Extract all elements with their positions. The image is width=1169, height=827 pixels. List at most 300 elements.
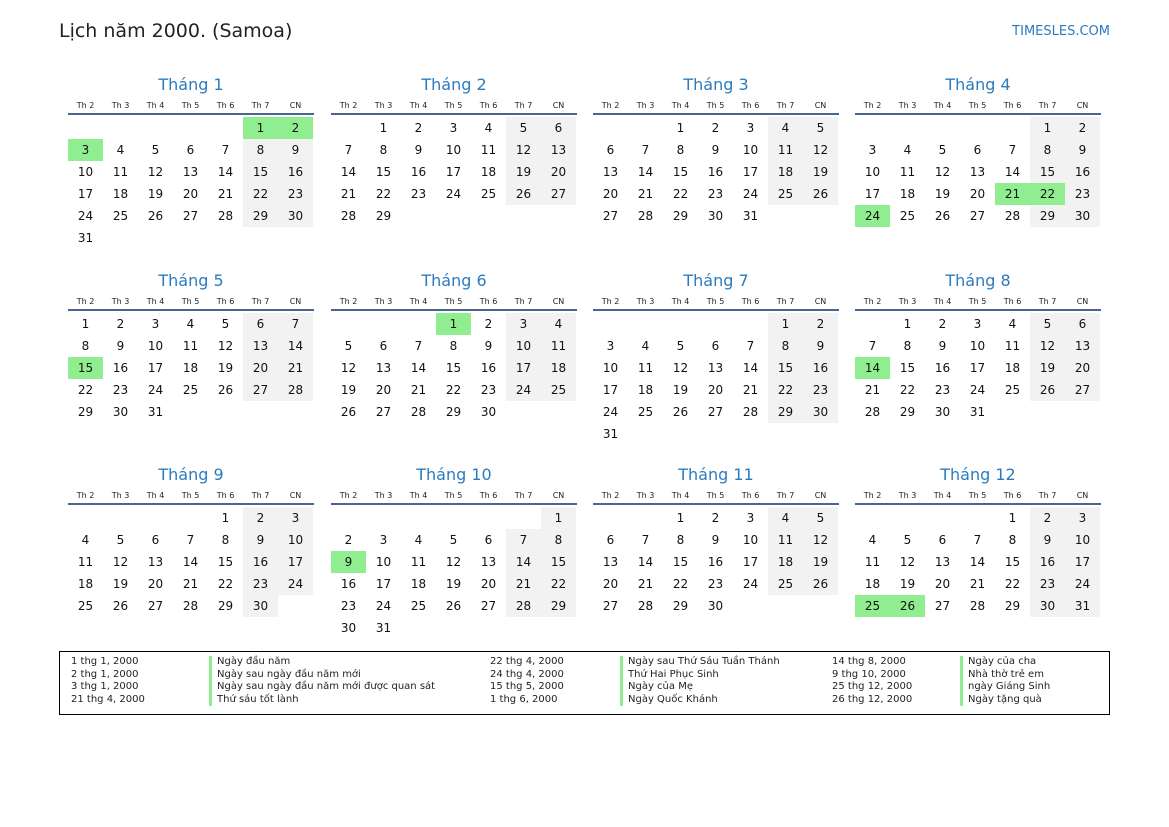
day-cell: 23 <box>934 383 951 397</box>
day-cell: 1 <box>676 511 685 525</box>
day-cell-weekend: 3 <box>506 313 541 335</box>
weekday-label: CN <box>289 491 302 500</box>
legend-date: 2 thg 1, 2000 <box>71 668 139 680</box>
day-cell-weekend: 1 <box>768 313 803 335</box>
day-grid <box>68 115 314 249</box>
weekday-header <box>855 98 1101 113</box>
day-cell: 12 <box>934 165 951 179</box>
month-calendar <box>855 464 1101 617</box>
empty-cell <box>138 507 173 529</box>
day-cell: 3 <box>151 317 160 331</box>
month-name: Tháng 2 <box>421 75 487 94</box>
day-cell: 30 <box>707 599 724 613</box>
day-cell: 8 <box>449 339 458 353</box>
day-grid <box>855 115 1101 227</box>
day-cell-weekend: 18 <box>768 551 803 573</box>
weekday-label: Th 6 <box>1003 491 1022 500</box>
day-cell-holiday: 22 <box>1030 183 1065 205</box>
day-cell: 10 <box>77 165 94 179</box>
legend-holiday-name: ngày Giáng Sinh <box>960 681 1050 694</box>
day-cell: 6 <box>151 533 160 547</box>
day-cell: 15 <box>445 361 462 375</box>
day-cell: 4 <box>903 143 912 157</box>
day-cell: 15 <box>672 555 689 569</box>
weekday-label: CN <box>552 297 565 306</box>
legend-date: 21 thg 4, 2000 <box>71 693 145 705</box>
weekday-label: Th 7 <box>776 297 795 306</box>
day-cell: 27 <box>375 405 392 419</box>
day-cell-holiday: 24 <box>855 205 890 227</box>
legend-date: 3 thg 1, 2000 <box>71 681 139 692</box>
empty-cell <box>628 117 663 139</box>
weekday-label: Th 2 <box>339 491 358 500</box>
weekday-label: Th 2 <box>601 297 620 306</box>
legend-date: 1 thg 6, 2000 <box>490 693 558 705</box>
day-grid <box>593 311 839 445</box>
legend-date: 22 thg 4, 2000 <box>490 656 564 667</box>
day-cell-weekend: 9 <box>803 335 838 357</box>
day-cell: 13 <box>147 555 164 569</box>
day-cell: 23 <box>112 383 129 397</box>
month-name: Tháng 1 <box>158 75 224 94</box>
day-cell-holiday: 3 <box>68 139 103 161</box>
day-grid <box>331 115 577 227</box>
weekday-header <box>593 488 839 503</box>
day-cell: 28 <box>969 599 986 613</box>
day-cell: 11 <box>1004 339 1021 353</box>
day-cell-weekend: 25 <box>768 183 803 205</box>
day-cell-weekend: 9 <box>1065 139 1100 161</box>
weekday-label: CN <box>289 297 302 306</box>
weekday-label: Th 2 <box>76 491 95 500</box>
day-cell: 13 <box>375 361 392 375</box>
month-calendar <box>331 74 577 227</box>
day-cell: 25 <box>1004 383 1021 397</box>
empty-cell <box>173 117 208 139</box>
empty-cell <box>138 117 173 139</box>
month-name: Tháng 9 <box>158 465 224 484</box>
weekday-label: CN <box>1076 297 1089 306</box>
day-cell: 29 <box>375 209 392 223</box>
month-name: Tháng 10 <box>416 465 492 484</box>
weekday-label: Th 2 <box>76 297 95 306</box>
day-cell: 23 <box>707 187 724 201</box>
day-cell-weekend: 14 <box>278 335 313 357</box>
weekday-label: Th 4 <box>409 101 428 110</box>
day-cell: 29 <box>1004 599 1021 613</box>
day-cell: 15 <box>672 165 689 179</box>
day-cell: 6 <box>711 339 720 353</box>
day-cell: 3 <box>449 121 458 135</box>
weekday-header <box>331 98 577 113</box>
weekday-header <box>331 488 577 503</box>
weekday-label: Th 4 <box>146 297 165 306</box>
day-cell-weekend: 28 <box>278 379 313 401</box>
day-cell-weekend: 2 <box>1030 507 1065 529</box>
empty-cell <box>401 313 436 335</box>
day-cell: 2 <box>938 317 947 331</box>
empty-cell <box>331 313 366 335</box>
weekday-label: Th 7 <box>1038 101 1057 110</box>
day-cell: 8 <box>81 339 90 353</box>
day-cell-weekend: 14 <box>506 551 541 573</box>
day-cell: 19 <box>934 187 951 201</box>
empty-cell <box>593 313 628 335</box>
weekday-label: Th 2 <box>76 101 95 110</box>
day-cell: 25 <box>899 209 916 223</box>
day-cell-weekend: 12 <box>803 139 838 161</box>
day-cell-weekend: 27 <box>243 379 278 401</box>
day-cell: 28 <box>182 599 199 613</box>
weekday-label: Th 6 <box>479 101 498 110</box>
day-cell: 14 <box>410 361 427 375</box>
empty-cell <box>331 117 366 139</box>
weekday-label: Th 3 <box>898 491 917 500</box>
legend-names-col-2 <box>620 656 780 706</box>
month-name: Tháng 5 <box>158 271 224 290</box>
day-cell: 10 <box>602 361 619 375</box>
day-cell: 19 <box>340 383 357 397</box>
day-cell: 17 <box>375 577 392 591</box>
day-grid <box>331 505 577 639</box>
weekday-label: Th 4 <box>933 297 952 306</box>
day-cell-holiday: 25 <box>855 595 890 617</box>
day-cell-weekend: 4 <box>768 507 803 529</box>
day-cell: 31 <box>602 427 619 441</box>
weekday-label: Th 3 <box>374 101 393 110</box>
day-cell-weekend: 9 <box>278 139 313 161</box>
month-calendar <box>855 74 1101 227</box>
day-cell-weekend: 24 <box>506 379 541 401</box>
day-cell-weekend: 15 <box>541 551 576 573</box>
day-cell-weekend: 5 <box>803 117 838 139</box>
weekday-label: Th 2 <box>863 297 882 306</box>
weekday-label: Th 2 <box>601 491 620 500</box>
site-link[interactable]: TIMESLES.COM <box>1012 24 1110 39</box>
day-cell: 18 <box>410 577 427 591</box>
day-cell: 8 <box>676 143 685 157</box>
weekday-label: Th 4 <box>146 101 165 110</box>
day-cell-weekend: 8 <box>243 139 278 161</box>
day-cell: 22 <box>672 187 689 201</box>
empty-cell <box>593 117 628 139</box>
day-cell-weekend: 27 <box>541 183 576 205</box>
legend-holiday-name: Ngày đầu năm <box>209 656 435 669</box>
day-cell: 23 <box>480 383 497 397</box>
weekday-label: Th 3 <box>111 491 130 500</box>
day-cell: 20 <box>934 577 951 591</box>
day-cell-holiday: 21 <box>995 183 1030 205</box>
day-cell: 1 <box>676 121 685 135</box>
day-cell-holiday: 9 <box>331 551 366 573</box>
day-cell: 20 <box>375 383 392 397</box>
day-cell: 5 <box>676 339 685 353</box>
day-cell-holiday: 14 <box>855 357 890 379</box>
empty-cell <box>366 313 401 335</box>
day-cell: 13 <box>602 555 619 569</box>
empty-cell <box>471 507 506 529</box>
day-cell: 30 <box>112 405 129 419</box>
day-cell-weekend: 19 <box>506 161 541 183</box>
day-cell: 29 <box>672 599 689 613</box>
day-cell: 25 <box>480 187 497 201</box>
day-cell: 29 <box>899 405 916 419</box>
weekday-label: Th 5 <box>181 297 200 306</box>
day-cell: 23 <box>340 599 357 613</box>
empty-cell <box>855 117 890 139</box>
day-cell-weekend: 8 <box>768 335 803 357</box>
legend-date: 1 thg 1, 2000 <box>71 656 139 667</box>
day-cell: 7 <box>344 143 353 157</box>
holiday-legend <box>59 651 1110 715</box>
day-cell: 5 <box>449 533 458 547</box>
weekday-label: Th 3 <box>898 101 917 110</box>
weekday-label: Th 7 <box>514 101 533 110</box>
day-cell: 21 <box>637 187 654 201</box>
day-cell: 28 <box>217 209 234 223</box>
day-cell: 12 <box>112 555 129 569</box>
day-cell: 4 <box>484 121 493 135</box>
day-cell: 10 <box>742 533 759 547</box>
day-cell: 17 <box>77 187 94 201</box>
legend-date: 9 thg 10, 2000 <box>832 668 906 680</box>
day-cell: 11 <box>864 555 881 569</box>
day-cell: 28 <box>340 209 357 223</box>
day-cell: 8 <box>379 143 388 157</box>
day-cell: 7 <box>868 339 877 353</box>
month-calendar <box>68 464 314 617</box>
weekday-label: Th 3 <box>111 297 130 306</box>
day-cell: 16 <box>707 165 724 179</box>
day-cell: 31 <box>742 209 759 223</box>
day-cell: 6 <box>606 143 615 157</box>
day-cell: 29 <box>77 405 94 419</box>
day-cell-weekend: 23 <box>1030 573 1065 595</box>
day-cell: 20 <box>147 577 164 591</box>
legend-date: 24 thg 4, 2000 <box>490 668 564 680</box>
day-cell: 17 <box>742 555 759 569</box>
day-cell-weekend: 16 <box>803 357 838 379</box>
day-cell: 27 <box>182 209 199 223</box>
weekday-label: CN <box>1076 491 1089 500</box>
month-calendar <box>593 270 839 445</box>
weekday-label: Th 3 <box>898 297 917 306</box>
day-cell: 10 <box>147 339 164 353</box>
day-cell-weekend: 2 <box>243 507 278 529</box>
day-cell: 14 <box>742 361 759 375</box>
weekday-label: Th 3 <box>636 297 655 306</box>
day-cell: 9 <box>711 143 720 157</box>
day-cell: 3 <box>973 317 982 331</box>
empty-cell <box>960 507 995 529</box>
day-cell: 24 <box>969 383 986 397</box>
weekday-header <box>593 294 839 309</box>
month-calendar <box>855 270 1101 423</box>
day-cell: 2 <box>711 121 720 135</box>
weekday-label: Th 7 <box>1038 491 1057 500</box>
day-cell-weekend: 31 <box>1065 595 1100 617</box>
day-cell: 28 <box>742 405 759 419</box>
day-cell: 14 <box>637 555 654 569</box>
day-cell: 24 <box>742 187 759 201</box>
day-cell-weekend: 6 <box>243 313 278 335</box>
day-cell: 27 <box>969 209 986 223</box>
day-cell: 4 <box>641 339 650 353</box>
day-cell: 19 <box>445 577 462 591</box>
day-cell: 26 <box>672 405 689 419</box>
day-cell: 24 <box>147 383 164 397</box>
day-cell: 28 <box>637 599 654 613</box>
empty-cell <box>436 507 471 529</box>
empty-cell <box>925 507 960 529</box>
day-cell: 3 <box>868 143 877 157</box>
day-cell-weekend: 4 <box>768 117 803 139</box>
day-cell: 26 <box>445 599 462 613</box>
day-cell: 25 <box>112 209 129 223</box>
legend-holiday-name: Thứ sáu tốt lành <box>209 694 435 707</box>
day-cell: 16 <box>707 555 724 569</box>
day-cell: 4 <box>868 533 877 547</box>
day-cell: 20 <box>182 187 199 201</box>
weekday-label: Th 5 <box>706 297 725 306</box>
day-cell-weekend: 30 <box>1065 205 1100 227</box>
legend-names-col-3 <box>960 656 1050 706</box>
weekday-label: Th 4 <box>409 297 428 306</box>
day-cell: 24 <box>445 187 462 201</box>
day-cell: 10 <box>969 339 986 353</box>
day-cell-holiday: 26 <box>890 595 925 617</box>
empty-cell <box>401 507 436 529</box>
day-cell: 6 <box>379 339 388 353</box>
day-cell: 1 <box>903 317 912 331</box>
day-cell-weekend: 24 <box>1065 573 1100 595</box>
day-cell: 7 <box>641 143 650 157</box>
weekday-label: Th 5 <box>181 101 200 110</box>
day-cell: 11 <box>410 555 427 569</box>
weekday-label: Th 3 <box>111 101 130 110</box>
day-cell: 1 <box>379 121 388 135</box>
day-cell-weekend: 23 <box>803 379 838 401</box>
weekday-label: Th 5 <box>444 491 463 500</box>
day-cell: 5 <box>151 143 160 157</box>
weekday-label: Th 3 <box>636 491 655 500</box>
day-cell: 2 <box>344 533 353 547</box>
day-cell: 30 <box>480 405 497 419</box>
day-cell: 8 <box>676 533 685 547</box>
day-cell-weekend: 16 <box>1030 551 1065 573</box>
empty-cell <box>103 117 138 139</box>
day-cell: 6 <box>484 533 493 547</box>
day-cell: 1 <box>221 511 230 525</box>
day-cell-weekend: 1 <box>541 507 576 529</box>
weekday-header <box>855 488 1101 503</box>
legend-holiday-name: Ngày tặng quà <box>960 694 1050 707</box>
day-cell: 17 <box>445 165 462 179</box>
day-cell: 27 <box>480 599 497 613</box>
day-cell-weekend: 26 <box>803 573 838 595</box>
day-cell: 13 <box>707 361 724 375</box>
day-cell: 30 <box>934 405 951 419</box>
day-cell: 29 <box>672 209 689 223</box>
day-cell-weekend: 3 <box>278 507 313 529</box>
day-cell: 17 <box>147 361 164 375</box>
legend-date: 15 thg 5, 2000 <box>490 681 564 692</box>
day-cell: 10 <box>375 555 392 569</box>
day-cell: 18 <box>1004 361 1021 375</box>
day-cell: 22 <box>445 383 462 397</box>
day-cell: 10 <box>742 143 759 157</box>
weekday-label: CN <box>814 491 827 500</box>
day-cell: 27 <box>934 599 951 613</box>
empty-cell <box>366 507 401 529</box>
day-cell-holiday: 15 <box>68 357 103 379</box>
day-cell-weekend: 23 <box>243 573 278 595</box>
day-cell-weekend: 9 <box>243 529 278 551</box>
day-cell-weekend: 10 <box>1065 529 1100 551</box>
weekday-header <box>855 294 1101 309</box>
day-cell: 26 <box>217 383 234 397</box>
day-cell-weekend: 30 <box>278 205 313 227</box>
month-calendar <box>68 74 314 249</box>
day-cell-weekend: 19 <box>803 161 838 183</box>
day-cell-weekend: 5 <box>506 117 541 139</box>
legend-holiday-name: Ngày sau Thứ Sáu Tuần Thánh <box>620 656 780 669</box>
day-cell: 12 <box>147 165 164 179</box>
day-cell-weekend: 20 <box>1065 357 1100 379</box>
day-cell: 1 <box>81 317 90 331</box>
day-cell: 14 <box>217 165 234 179</box>
day-cell: 3 <box>746 121 755 135</box>
day-grid <box>593 115 839 227</box>
day-cell: 16 <box>112 361 129 375</box>
day-cell: 7 <box>414 339 423 353</box>
day-cell-weekend: 22 <box>768 379 803 401</box>
day-cell: 31 <box>147 405 164 419</box>
day-cell-weekend: 5 <box>1030 313 1065 335</box>
month-name: Tháng 4 <box>945 75 1011 94</box>
day-cell-weekend: 7 <box>506 529 541 551</box>
day-cell: 19 <box>672 383 689 397</box>
day-cell-weekend: 18 <box>541 357 576 379</box>
day-cell-weekend: 19 <box>1030 357 1065 379</box>
day-cell: 3 <box>606 339 615 353</box>
day-cell: 3 <box>379 533 388 547</box>
day-cell-weekend: 29 <box>768 401 803 423</box>
legend-dates-col-2 <box>490 656 564 706</box>
day-cell: 20 <box>707 383 724 397</box>
day-cell: 12 <box>445 555 462 569</box>
day-cell: 28 <box>864 405 881 419</box>
day-cell-weekend: 2 <box>803 313 838 335</box>
day-cell: 21 <box>637 577 654 591</box>
day-cell: 12 <box>899 555 916 569</box>
day-cell: 14 <box>340 165 357 179</box>
weekday-label: Th 4 <box>671 101 690 110</box>
day-cell: 26 <box>112 599 129 613</box>
page-title: Lịch năm 2000. (Samoa) <box>59 20 293 42</box>
weekday-label: Th 7 <box>514 297 533 306</box>
day-cell-weekend: 15 <box>1030 161 1065 183</box>
empty-cell <box>103 507 138 529</box>
day-cell: 23 <box>410 187 427 201</box>
day-cell: 5 <box>221 317 230 331</box>
day-cell-weekend: 30 <box>1030 595 1065 617</box>
day-cell: 10 <box>864 165 881 179</box>
empty-cell <box>506 507 541 529</box>
day-cell: 24 <box>742 577 759 591</box>
day-cell-weekend: 28 <box>506 595 541 617</box>
day-cell: 8 <box>903 339 912 353</box>
